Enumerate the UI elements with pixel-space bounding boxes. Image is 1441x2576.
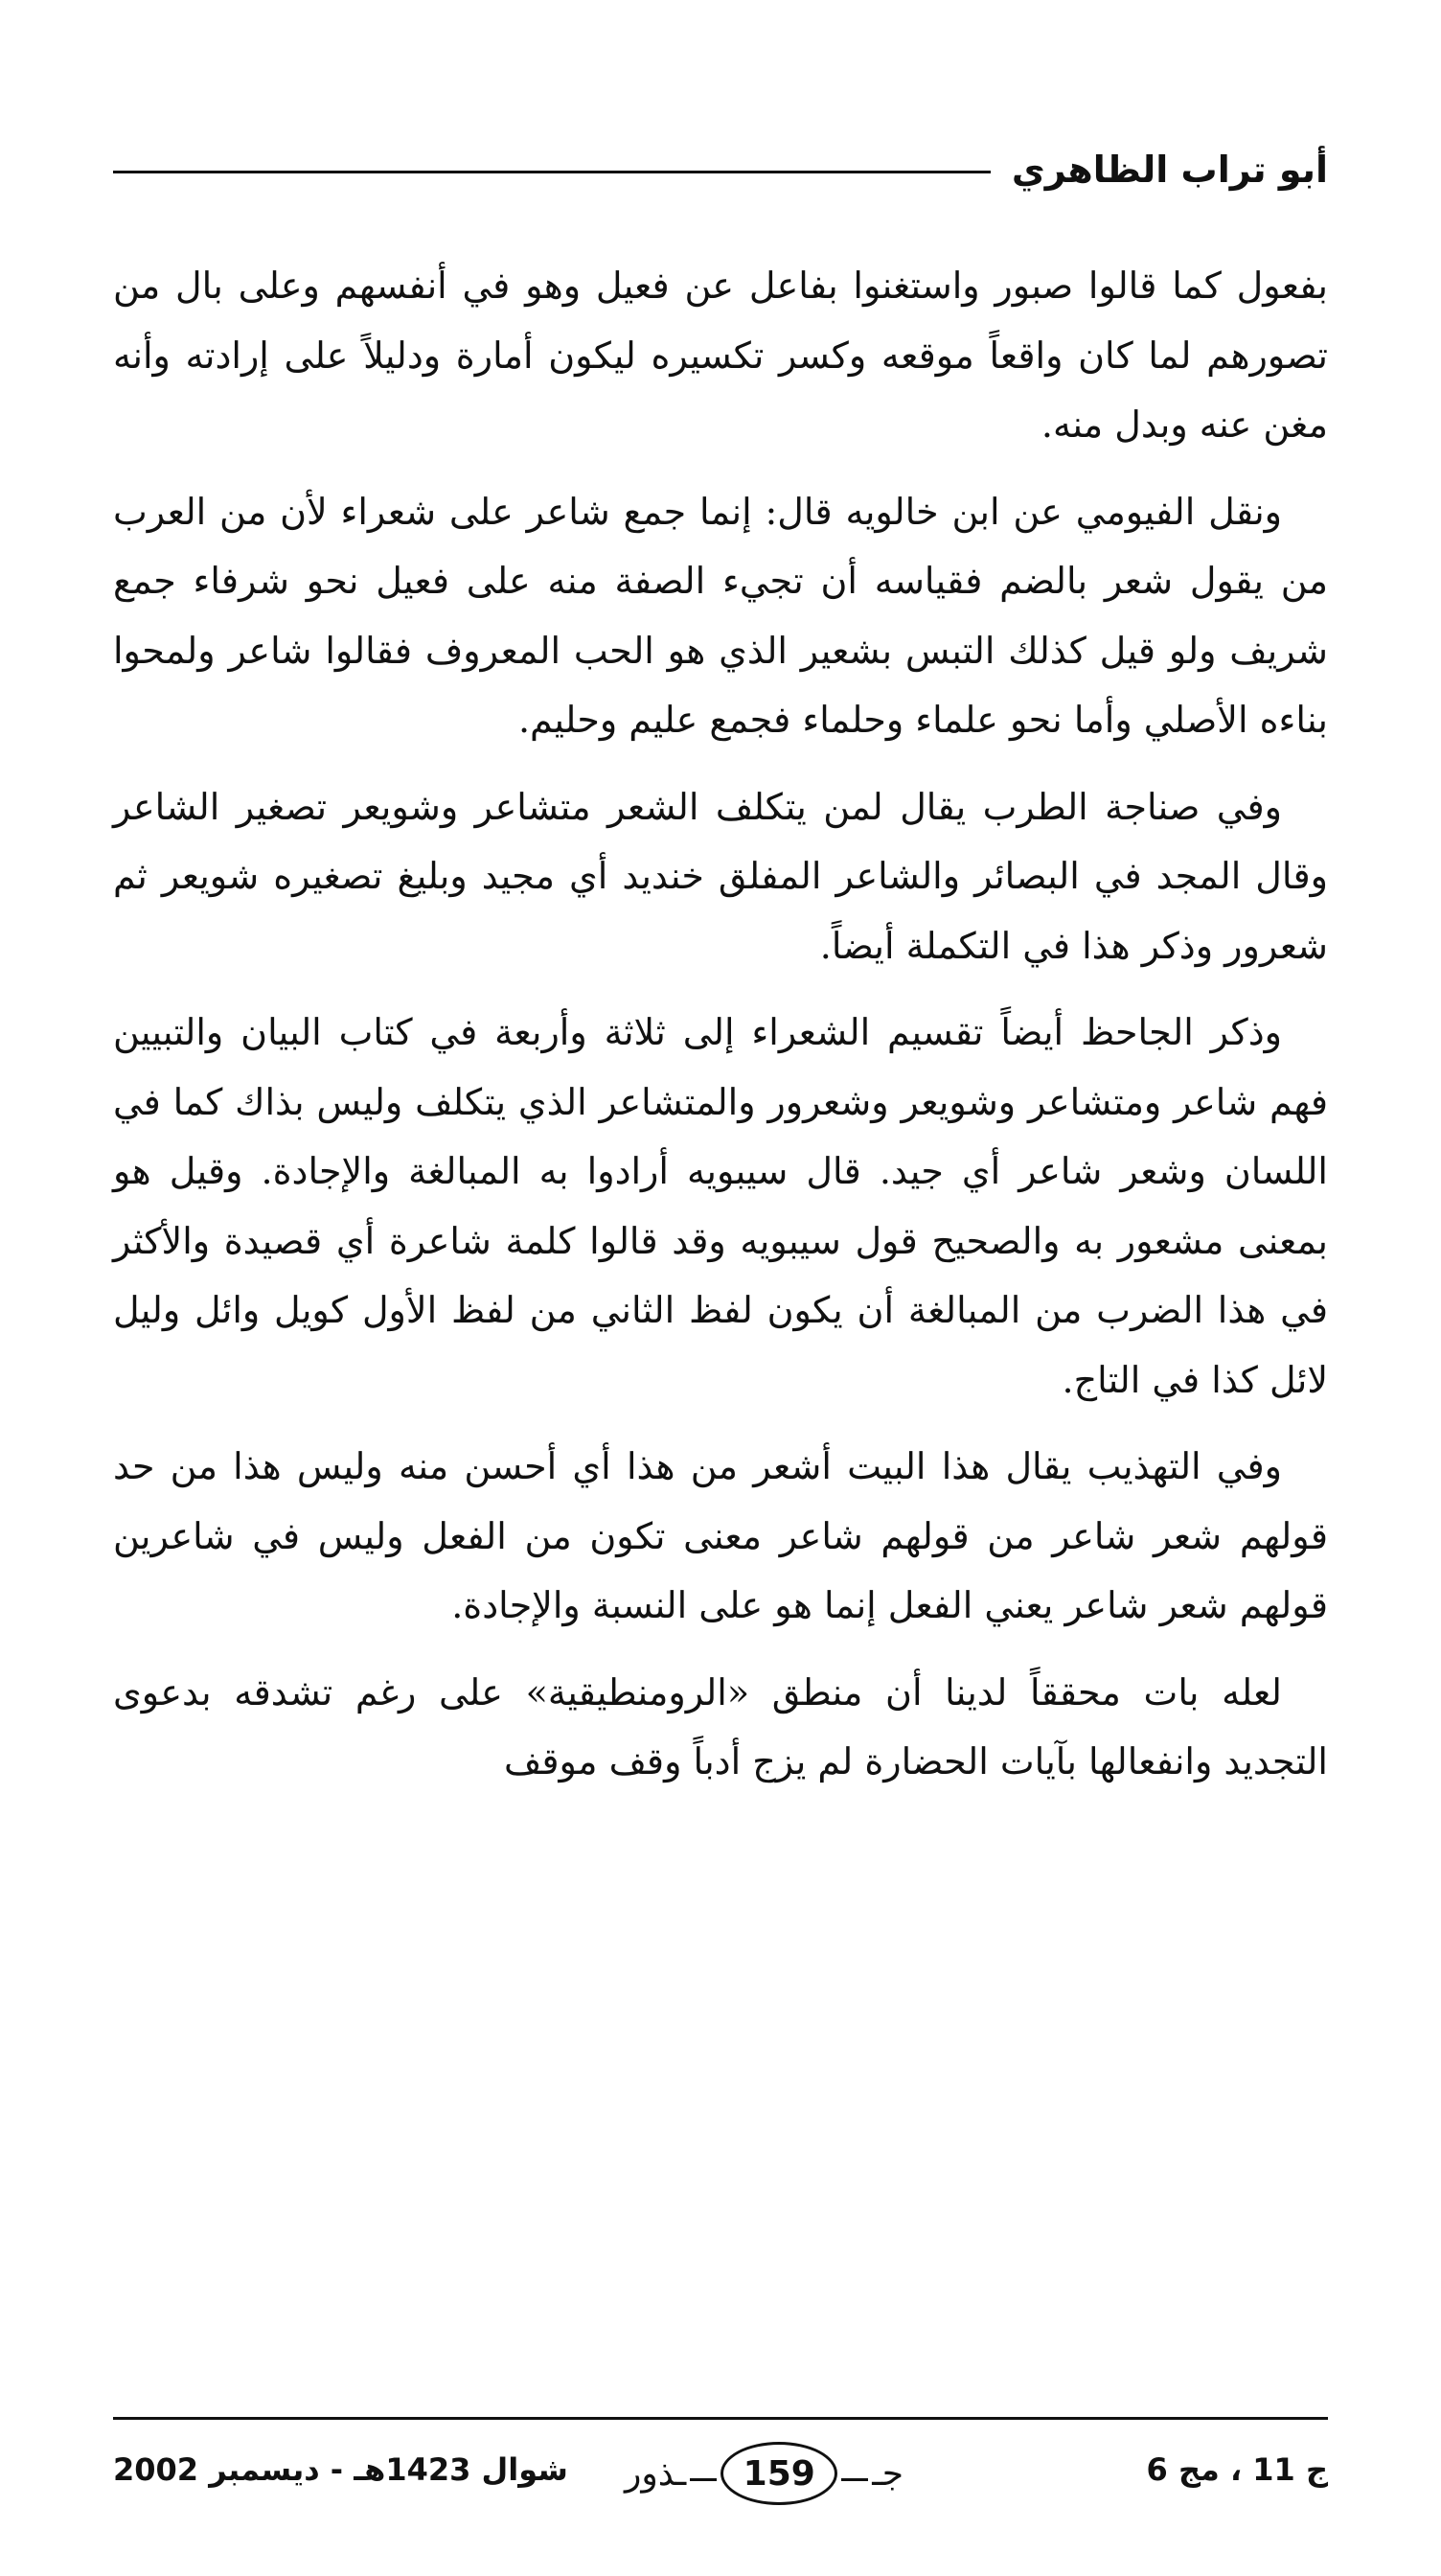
paragraph: ونقل الفيومي عن ابن خالويه قال: إنما جمع شاعر على شعراء لأن من العرب من يقول شعر بالضم فقياسه أن تجيء الصفة منه على فعيل نحو شرفاء جمع شريف ولو قيل كذلك التبس بشعير الذي هو الحب المعروف فقالوا شاعر ولمحوا بناءه الأصلي وأما نحو علماء وحلماء فجمع عليم وحليم. xyxy=(113,490,1328,741)
journal-name-prefix: جـ xyxy=(872,2453,904,2494)
issue-date: شوال 1423هـ - ديسمبر 2002 xyxy=(113,2451,568,2488)
running-header xyxy=(113,136,1328,203)
volume-number: ج 11 ، مج 6 xyxy=(1146,2451,1328,2488)
paragraph: لعله بات محققاً لدينا أن منطق «الرومنطيقية» على رغم تشدقه بدعوى التجديد وانفعالها بآيات الحضارة لم يزج أدباً وقف موقف xyxy=(113,1670,1328,1782)
paragraph: وفي التهذيب يقال هذا البيت أشعر من هذا أي أحسن منه وليس هذا من حد قولهم شعر شاعر من قولهم شاعر معنى تكون من الفعل وليس في شاعرين قولهم شعر شاعر يعني الفعل إنما هو على النسبة والإجادة. xyxy=(113,1445,1328,1626)
journal-name-stroke xyxy=(841,2478,868,2481)
footer-rule xyxy=(113,2417,1328,2420)
author-title: أبو تراب الظاهري xyxy=(1011,149,1328,191)
paragraph: وذكر الجاحظ أيضاً تقسيم الشعراء إلى ثلاثة وأربعة في كتاب البيان والتبيين فهم شاعر ومتشاعر وشويعر وشعرور والمتشاعر الذي يتكلف وليس بذاك كما في اللسان وشعر شاعر أي جيد. قال سيبويه أرادوا به المبالغة والإجادة. وقيل هو بمعنى مشعور به والصحيح قول سيبويه وقد قالوا كلمة شاعرة أي قصيدة والأكثر في هذا الضرب من المبالغة أن يكون لفظ الثاني من لفظ الأول كويل وائل وليل لائل كذا في التاج. xyxy=(113,1011,1328,1401)
journal-name-suffix: ـذور xyxy=(625,2453,687,2494)
page-footer xyxy=(113,2442,1328,2518)
document-page xyxy=(113,0,1328,2576)
header-rule xyxy=(113,171,991,173)
article-body xyxy=(113,251,1328,1814)
journal-name-stroke xyxy=(690,2478,717,2481)
paragraph: وفي صناجة الطرب يقال لمن يتكلف الشعر متشاعر وشويعر تصغير الشاعر وقال المجد في البصائر والشاعر المفلق خنديد أي مجيد وبليغ تصغيره شويعر ثم شعرور وذكر هذا في التكملة أيضاً. xyxy=(113,785,1328,967)
paragraph: بفعول كما قالوا صبور واستغنوا بفاعل عن فعيل وهو في أنفسهم وعلى بال من تصورهم لما كان واقعاً موقعه وكسر تكسيره ليكون أمارة ودليلاً على إرادته وأنه مغن عنه وبدل منه. xyxy=(113,264,1328,446)
page-number: 159 xyxy=(720,2442,837,2505)
journal-page-mark xyxy=(625,2442,903,2505)
